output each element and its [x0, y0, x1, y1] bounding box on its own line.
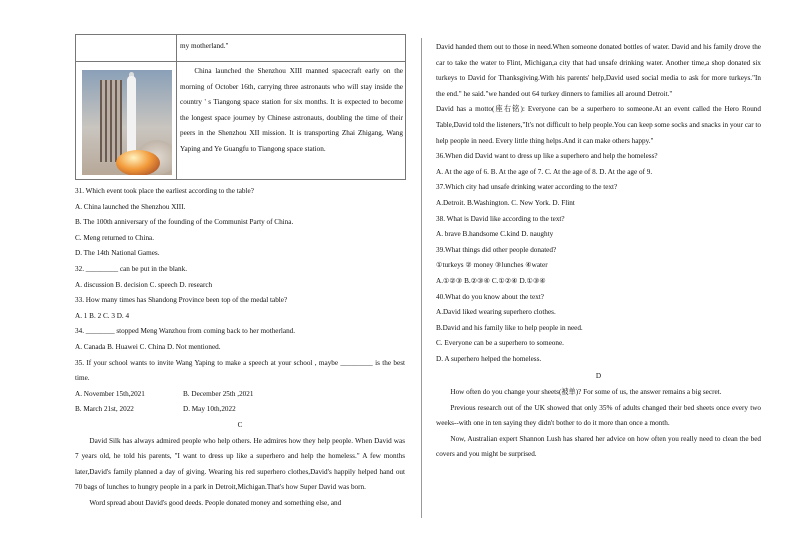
passage-c-paragraph-4: David has a motto(座右铭): Everyone can be a superhero to someone.At an event called the Hero Round Table,David told the listeners,"It's not difficult to help people.You can keep some socks and snacks in your car to help people in need. Every little thing helps.And it can make others happy.": [436, 105, 761, 145]
q38-options: A. brave B.handsome C.kind D. naughty: [436, 230, 554, 239]
q33-options: A. 1 B. 2 C. 3 D. 4: [75, 311, 130, 320]
q35-option-a: A. November 15th,2021: [75, 389, 145, 398]
question-39: 39.What things did other people donated?: [436, 245, 557, 254]
question-40: 40.What do you know about the text?: [436, 292, 544, 301]
q31-option-a: A. China launched the Shenzhou XIII.: [75, 202, 186, 211]
passage-d-paragraph-3: Now, Australian expert Shannon Lush has shared her advice on how often you really need to clean the bed covers and you might be surprised.: [436, 434, 761, 459]
table-empty-cell: [76, 35, 177, 62]
q31-option-c: C. Meng returned to China.: [75, 233, 155, 242]
launch-tower: [100, 80, 122, 162]
table-row: [76, 62, 406, 180]
q35-option-c: B. March 21st, 2022: [75, 405, 134, 414]
right-column: [436, 40, 761, 463]
q35-options-row2: [75, 402, 405, 418]
table-row1-text: my motherland.": [180, 42, 229, 50]
q32-options: A. discussion B. decision C. speech D. research: [75, 280, 213, 289]
column-divider: [421, 38, 422, 518]
table-cell: [177, 35, 406, 62]
question-35: 35. If your school wants to invite Wang Yaping to make a speech at your school , maybe _________ is the best time.: [75, 358, 405, 383]
table-photo-cell: [76, 62, 177, 180]
question-34: 34. ________ stopped Meng Wanzhou from coming back to her motherland.: [75, 327, 296, 336]
table-row: [76, 35, 406, 62]
rocket-launch-photo: [82, 70, 172, 175]
passage-d-paragraph-1: How often do you change your sheets(被单)? For some of us, the answer remains a big secret.: [450, 388, 722, 397]
table-cell: [177, 62, 406, 180]
rocket-flame: [116, 150, 160, 175]
section-d-heading: D: [595, 372, 602, 381]
passage-d-paragraph-2: Previous research out of the UK showed that only 35% of adults changed their bed sheets once every two weeks--with one in ten saying they didn't bother to do it more than once a month.: [436, 403, 761, 428]
question-37: 37.Which city had unsafe drinking water according to the text?: [436, 183, 618, 192]
passage-c-paragraph-2: Word spread about David's good deeds. People donated money and something else, and: [89, 498, 342, 507]
question-38: 38. What is David like according to the text?: [436, 214, 565, 223]
q40-option-a: A.David liked wearing superhero clothes.: [436, 308, 556, 317]
q37-options: A.Detroit. B.Washington. C. New York. D. Flint: [436, 198, 575, 207]
q35-option-d: D. May 10th,2022: [183, 405, 236, 414]
q39-options: A.①②③ B.②③④ C.①②④ D.①③④: [436, 276, 546, 285]
q35-options-row1: [75, 387, 405, 403]
q39-items: ①turkeys ② money ③lunches ④water: [436, 261, 548, 270]
question-36: 36.When did David want to dress up like a superhero and help the homeless?: [436, 152, 658, 161]
q40-option-b: B.David and his family like to help people in need.: [436, 323, 583, 332]
table-row2-text: China launched the Shenzhou XIII manned spacecraft early on the morning of October 16th, carrying three astronauts who will stay inside the country ' s Tiangong space station for six months. It is expected to become the longest space journey by Chinese astronauts, doubling the time of their peers in the Shenzhou XII mission. It is transporting Zhai Zhigang, Wang Yaping and Ye Guangfu to Tiangong space station.: [180, 67, 403, 153]
passage-c-paragraph-1: David Silk has always admired people who help others. He admires how they help people. When David was 7 years old, he told his parents, "I want to dress up like a superhero and help the homeless." A few months later,David's family planned a day of giving. Wearing his red superhero clothes,David's happily helped hand out 70 bags of lunches to hungry people in a park in Detroit,Michigan.That's how Super David was born.: [75, 436, 405, 492]
q34-options: A. Canada B. Huawei C. China D. Not mentioned.: [75, 342, 221, 351]
q36-options: A. At the age of 6. B. At the age of 7. C. At the age of 8. D. At the age of 9.: [436, 167, 653, 176]
q31-option-b: B. The 100th anniversary of the founding of the Communist Party of China.: [75, 218, 294, 227]
question-33: 33. How many times has Shandong Province been top of the medal table?: [75, 296, 288, 305]
question-31: 31. Which event took place the earliest according to the table?: [75, 187, 254, 195]
info-table: [75, 34, 406, 180]
q40-option-c: C. Everyone can be a superhero to someone.: [436, 339, 564, 348]
q40-option-d: D. A superhero helped the homeless.: [436, 354, 542, 363]
question-32: 32. _________ can be put in the blank.: [75, 264, 187, 273]
q31-option-d: D. The 14th National Games.: [75, 249, 160, 258]
left-column: [75, 184, 405, 511]
rocket: [127, 76, 136, 154]
q35-option-b: B. December 25th ,2021: [183, 389, 254, 398]
section-c-heading: C: [237, 420, 243, 429]
passage-c-paragraph-3: David handed them out to those in need.When someone donated bottles of water. David and his family drove the car to take the water to Flint, Michigan,a city that had unsafe drinking water. Another time,a shop donated six turkeys to David for Thanksgiving.With his parents' help,David used social media to ask for more turkeys."In the end." he said."we handed out 64 turkey dinners to families all around Detroit.": [436, 43, 761, 98]
